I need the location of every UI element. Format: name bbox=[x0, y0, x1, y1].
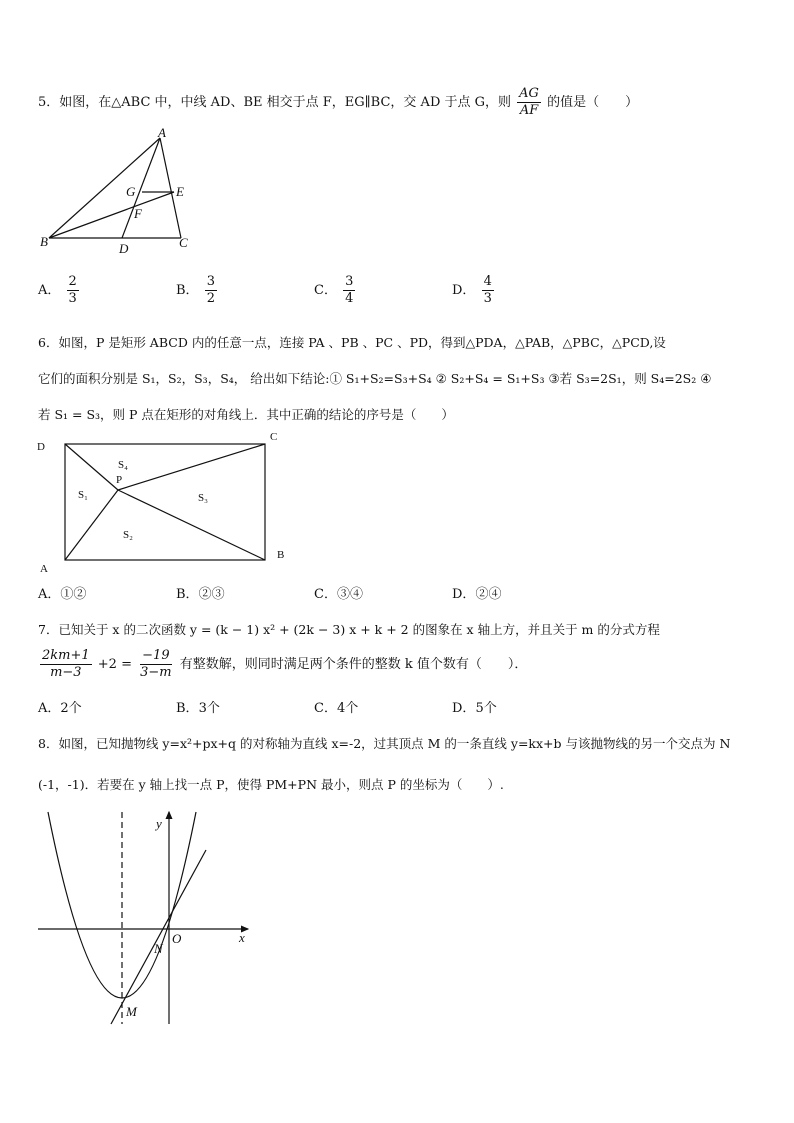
q6-option-b-text: ②③ bbox=[198, 587, 225, 602]
q5-option-a-letter: A． bbox=[38, 283, 61, 298]
q7-stem-line2 bbox=[38, 648, 527, 681]
q8-parabola-figure bbox=[34, 806, 256, 1028]
q5-option-d-letter: D． bbox=[452, 283, 476, 298]
q5-option-d-den: 3 bbox=[483, 291, 492, 306]
q5-label-B: B bbox=[40, 234, 48, 249]
q7-fraction-left-num: 2km+1 bbox=[42, 648, 90, 663]
q7-fraction-right-num: −19 bbox=[142, 648, 170, 663]
q5-option-b[interactable] bbox=[176, 274, 219, 307]
q6-stem-line2: 它们的面积分别是 S₁，S₂，S₃，S₄， 给出如下结论:① S₁+S₂=S₃+S₄ ② S₂+S₄ = S₁+S₃ ③若 S₃=2S₁，则 S₄=2S₂ ④ bbox=[38, 371, 712, 386]
q6-option-d-letter: D． bbox=[452, 587, 476, 602]
q8-label-y: y bbox=[156, 816, 162, 831]
q7-option-a-text: 2个 bbox=[60, 701, 82, 716]
q6-option-a-letter: A． bbox=[38, 587, 61, 602]
q8-label-M: M bbox=[126, 1004, 137, 1019]
q5-stem bbox=[38, 86, 638, 119]
q6-stem-line3: 若 S₁ = S₃，则 P 点在矩形的对角线上．其中正确的结论的序号是（ ） bbox=[38, 407, 454, 422]
q5-ratio-fraction bbox=[517, 86, 541, 119]
q7-fraction-right-den: 3−m bbox=[140, 665, 172, 680]
q7-plus-two: +2 = bbox=[97, 657, 132, 672]
q5-stem-before: 5．如图，在△ABC 中，中线 AD、BE 相交于点 F，EG∥BC，交 AD 于点 G，则 bbox=[38, 95, 512, 110]
q6-label-S1: S₁ bbox=[78, 489, 88, 501]
q6-label-S4: S₄ bbox=[118, 459, 128, 471]
q5-option-c[interactable] bbox=[314, 274, 357, 307]
q6-label-C: C bbox=[270, 431, 278, 443]
q5-option-a-num: 2 bbox=[68, 274, 77, 289]
q6-option-c[interactable] bbox=[314, 583, 363, 602]
q5-label-G: G bbox=[126, 184, 136, 199]
q8-stem-line1: 8．如图，已知抛物线 y=x²+px+q 的对称轴为直线 x=-2，过其顶点 M 的一条直线 y=kx+b 与该抛物线的另一个交点为 N bbox=[38, 736, 731, 751]
q6-label-S2: S₂ bbox=[123, 529, 133, 541]
q5-option-b-letter: B． bbox=[176, 283, 199, 298]
q8-stem-line2: (-1，-1)．若要在 y 轴上找一点 P，使得 PM+PN 最小，则点 P 的坐标为（ ）. bbox=[38, 777, 504, 792]
q5-stem-after: 的值是（ ） bbox=[547, 95, 639, 110]
q6-label-B: B bbox=[277, 549, 285, 561]
q6-option-d-text: ②④ bbox=[475, 587, 502, 602]
q7-fraction-left bbox=[40, 648, 92, 681]
q5-option-b-den: 2 bbox=[206, 291, 215, 306]
q6-option-a-text: ①② bbox=[60, 587, 87, 602]
q7-option-d-text: 5个 bbox=[475, 701, 497, 716]
q6-option-b[interactable] bbox=[176, 583, 225, 602]
q7-option-c-letter: C． bbox=[314, 701, 337, 716]
q6-stem-line1: 6．如图，P 是矩形 ABCD 内的任意一点，连接 PA 、PB 、PC 、PD，得到△PDA，△PAB，△PBC，△PCD,设 bbox=[38, 335, 666, 350]
q6-option-b-letter: B． bbox=[176, 587, 199, 602]
q5-option-c-den: 4 bbox=[345, 291, 354, 306]
q8-line-mn bbox=[111, 850, 206, 1024]
q5-option-d-num: 4 bbox=[483, 274, 492, 289]
q5-label-E: E bbox=[176, 184, 184, 199]
q6-option-d[interactable] bbox=[452, 583, 501, 602]
q7-option-c[interactable] bbox=[314, 697, 358, 716]
q7-option-a[interactable] bbox=[38, 697, 82, 716]
q7-option-c-text: 4个 bbox=[336, 701, 359, 716]
q7-option-b[interactable] bbox=[176, 697, 220, 716]
q7-option-b-text: 3个 bbox=[198, 701, 220, 716]
q6-label-S3: S₃ bbox=[198, 492, 208, 504]
q5-option-c-letter: C． bbox=[314, 283, 337, 298]
q7-fraction-right bbox=[138, 648, 174, 681]
q5-label-F: F bbox=[134, 206, 142, 221]
q5-option-c-num: 3 bbox=[345, 274, 354, 289]
q5-option-b-num: 3 bbox=[206, 274, 215, 289]
q6-option-a[interactable] bbox=[38, 583, 86, 602]
q6-label-D: D bbox=[37, 441, 45, 453]
q7-stem-line1: 7．已知关于 x 的二次函数 y = (k − 1) x² + (2k − 3) x + k + 2 的图象在 x 轴上方，并且关于 m 的分式方程 bbox=[38, 622, 660, 637]
q5-option-d[interactable] bbox=[452, 274, 496, 307]
q7-option-d-letter: D． bbox=[452, 701, 476, 716]
q5-ratio-numerator: AG bbox=[519, 86, 539, 101]
q8-label-x: x bbox=[239, 930, 245, 945]
q7-stem-line2-after: 有整数解，则同时满足两个条件的整数 k 值个数有（ ）． bbox=[179, 657, 528, 672]
q6-label-A: A bbox=[40, 563, 48, 575]
q5-option-a-den: 3 bbox=[68, 291, 77, 306]
q7-fraction-left-den: m−3 bbox=[50, 665, 82, 680]
q8-label-O: O bbox=[172, 931, 182, 946]
q7-option-b-letter: B． bbox=[176, 701, 199, 716]
q6-option-c-text: ③④ bbox=[336, 587, 363, 602]
q7-option-a-letter: A． bbox=[38, 701, 61, 716]
q8-label-N: N bbox=[154, 941, 163, 956]
q6-label-P: P bbox=[116, 474, 123, 486]
q5-label-A: A bbox=[158, 126, 166, 140]
q5-ratio-denominator: AF bbox=[519, 103, 539, 118]
q5-triangle-figure bbox=[36, 126, 196, 258]
q7-option-d[interactable] bbox=[452, 697, 497, 716]
q5-label-D: D bbox=[119, 241, 129, 256]
q6-option-c-letter: C． bbox=[314, 587, 337, 602]
q6-rectangle-figure bbox=[30, 428, 300, 578]
q5-option-a[interactable] bbox=[38, 274, 81, 307]
q5-label-C: C bbox=[179, 235, 188, 250]
